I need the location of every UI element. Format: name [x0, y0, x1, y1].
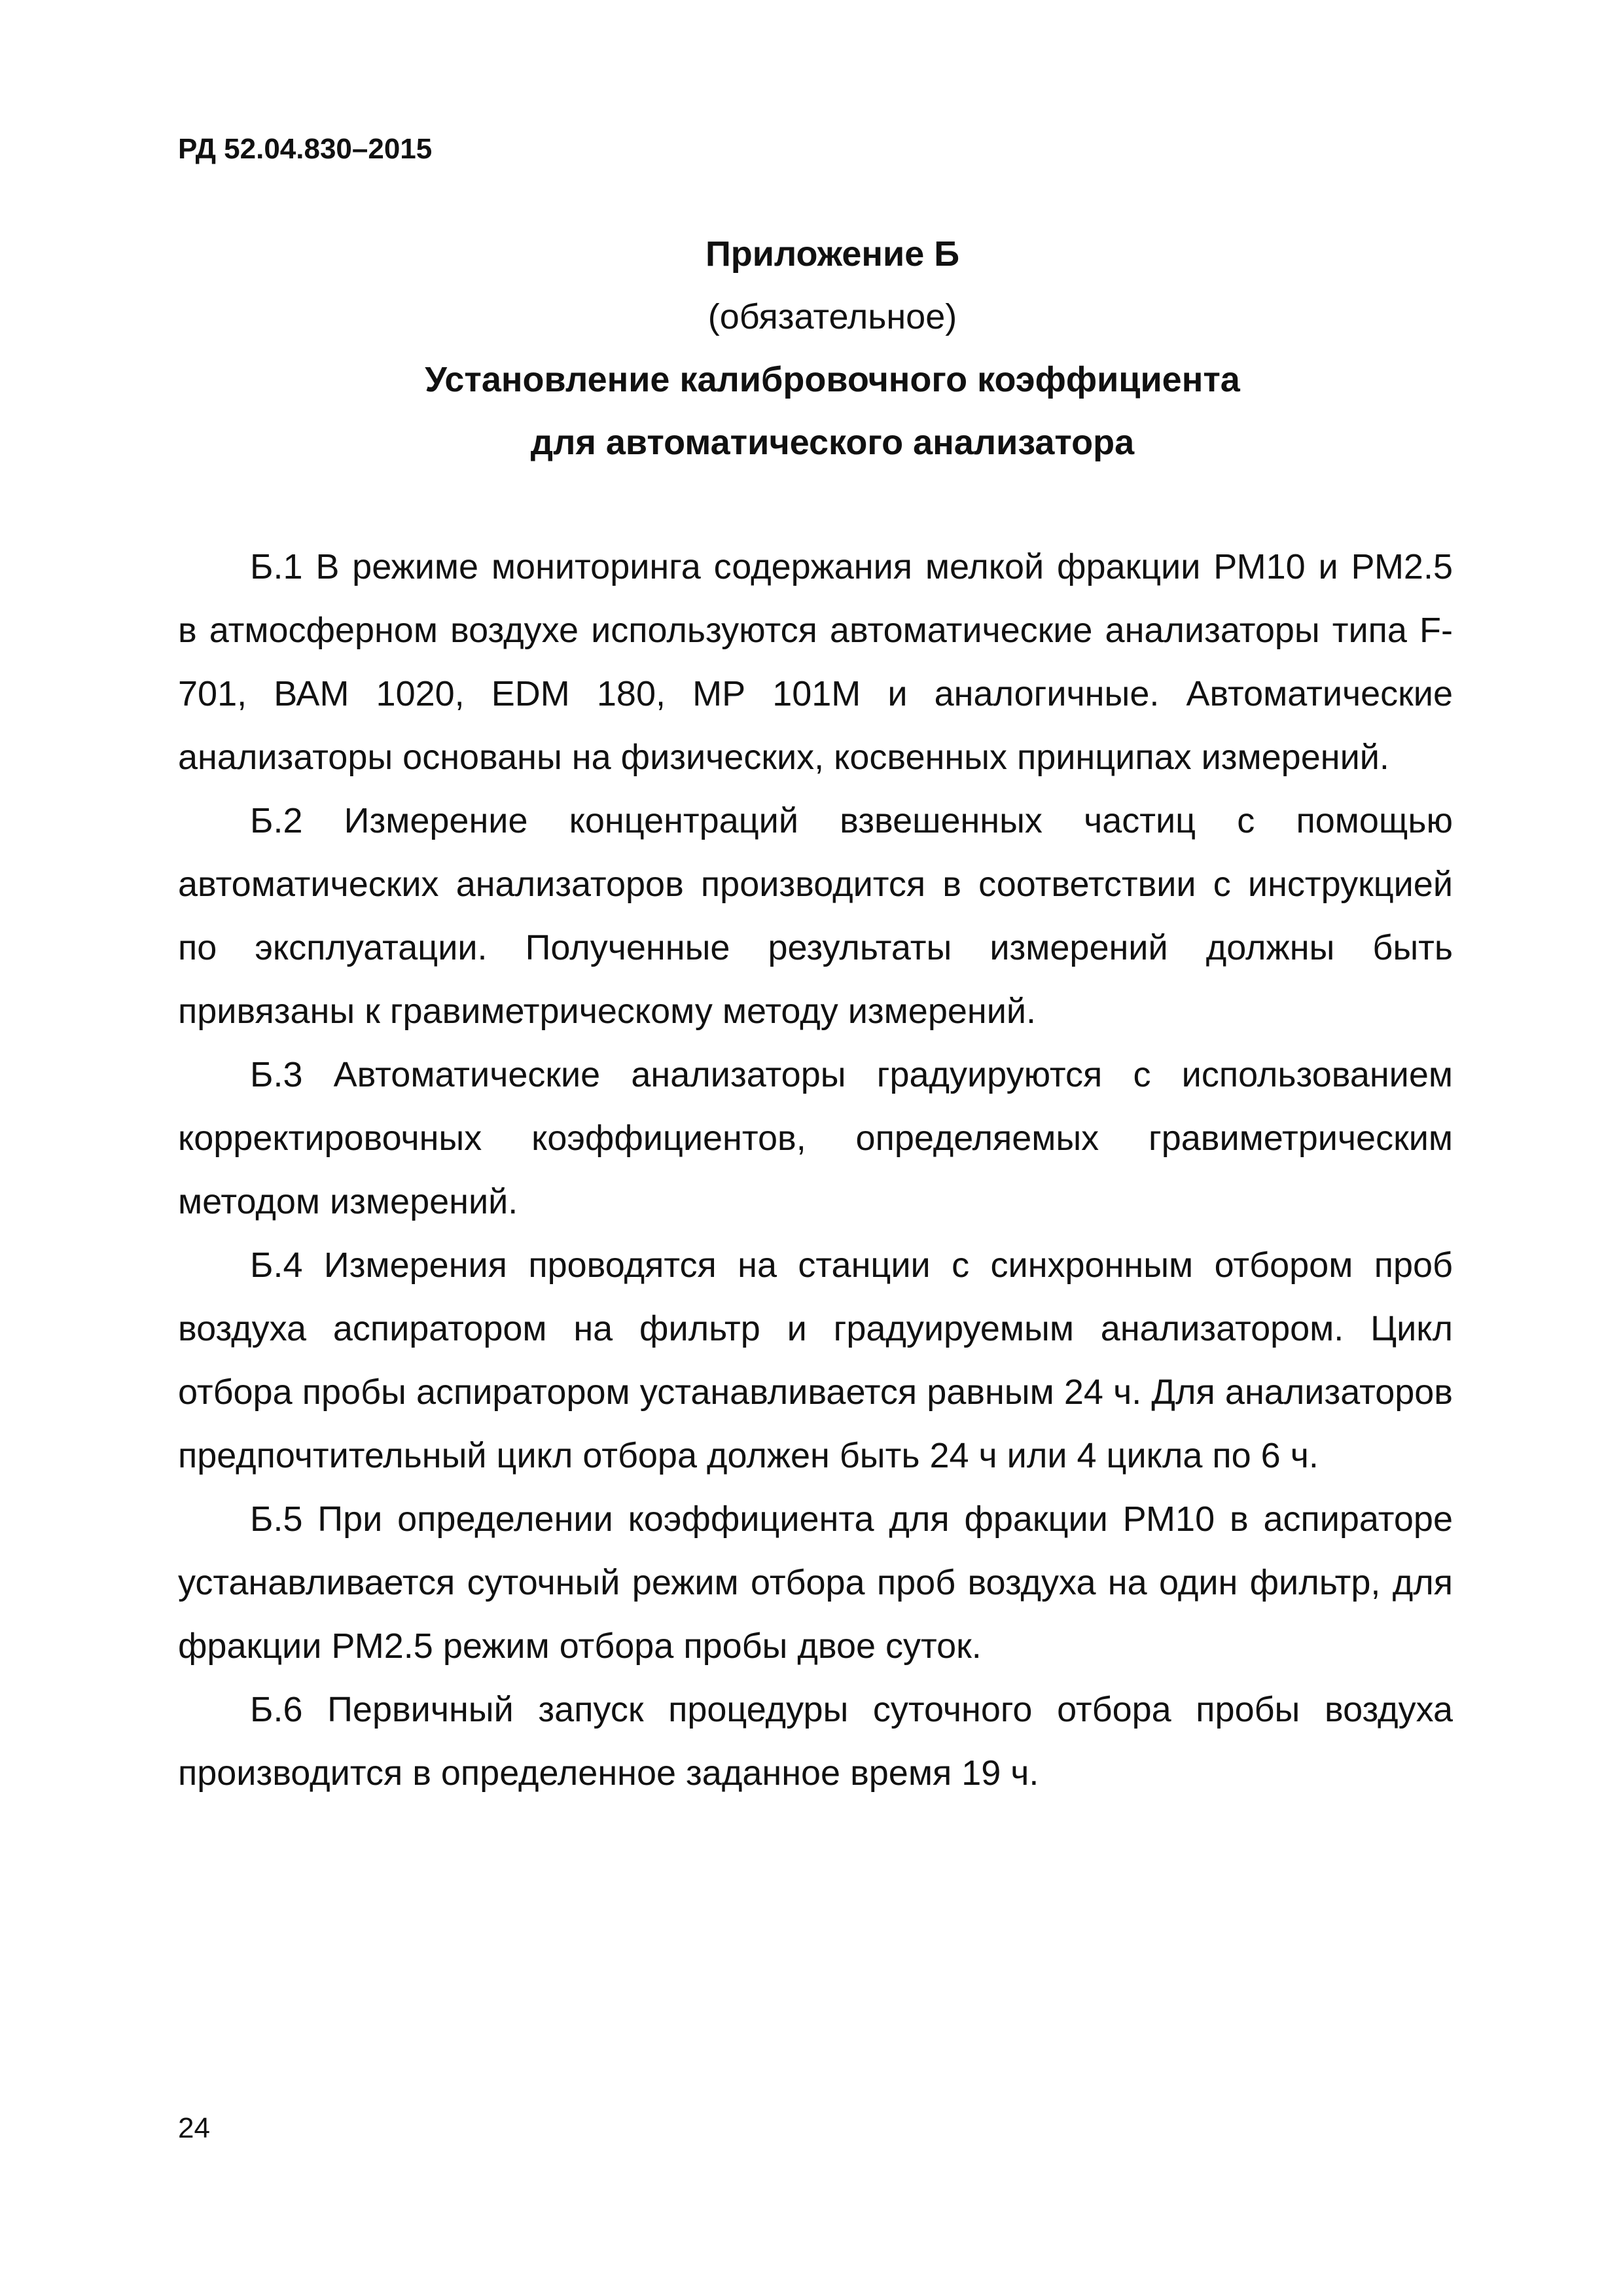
appendix-header: [178, 223, 1487, 474]
paragraph-b2: Б.2 Измерение концентраций взвешенных частиц с помощью автоматических анализаторов производится в соответствии с инструкцией по эксплуатации. Полученные результаты измерений должны быть привязаны к гравиметрическому методу измерений.: [178, 801, 1453, 1031]
appendix-title: Приложение Б: [705, 234, 960, 274]
appendix-heading-line-2: для автоматического анализатора: [530, 423, 1135, 462]
appendix-status: (обязательное): [707, 297, 957, 336]
document-code: РД 52.04.830–2015: [178, 133, 433, 165]
page-number: 24: [178, 2112, 210, 2144]
appendix-heading-line-1: Установление калибровочного коэффициента: [425, 360, 1240, 399]
body-text: [178, 535, 1453, 1805]
paragraph-b5: Б.5 При определении коэффициента для фракции РМ10 в аспираторе устанавливается суточный режим отбора проб воздуха на один фильтр, для фракции РМ2.5 режим отбора пробы двое суток.: [178, 1499, 1453, 1666]
paragraph-b4: Б.4 Измерения проводятся на станции с синхронным отбором проб воздуха аспиратором на фильтр и градуируемым анализатором. Цикл отбора пробы аспиратором устанавливается равным 24 ч. Для анализаторов предпочтительный цикл отбора должен быть 24 ч или 4 цикла по 6 ч.: [178, 1246, 1453, 1475]
paragraph-b1: Б.1 В режиме мониторинга содержания мелкой фракции РМ10 и РМ2.5 в атмосферном воздухе используются автоматические анализаторы типа F-701, ВАМ 1020, EDM 180, МР 101М и аналогичные. Автоматические анализаторы основаны на физических, косвенных принципах измерений.: [178, 547, 1453, 777]
paragraph-b3: Б.3 Автоматические анализаторы градуируются с использованием корректировочных коэффициентов, определяемых гравиметрическим методом измерений.: [178, 1055, 1453, 1221]
paragraph-b6: Б.6 Первичный запуск процедуры суточного отбора пробы воздуха производится в определенное заданное время 19 ч.: [178, 1690, 1453, 1793]
